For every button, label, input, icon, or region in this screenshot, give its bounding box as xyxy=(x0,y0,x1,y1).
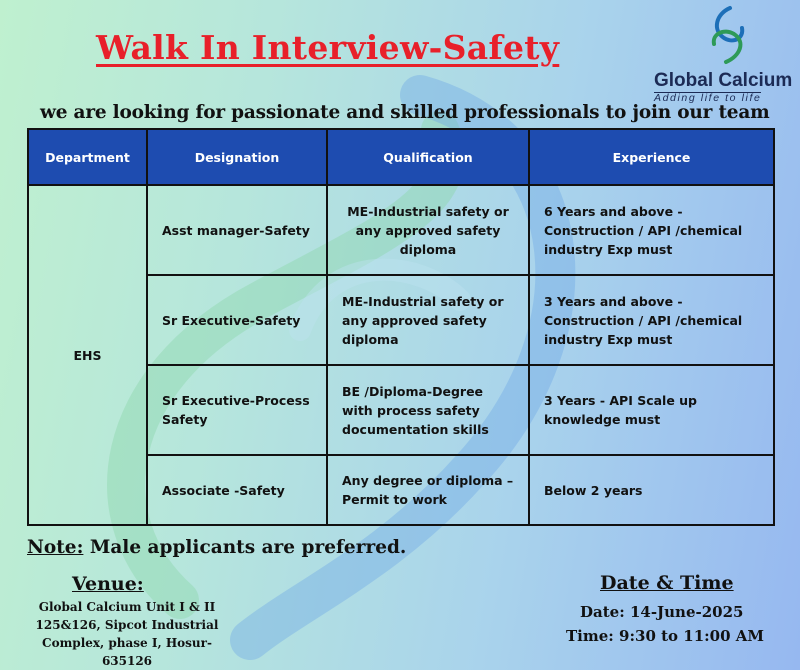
note-line xyxy=(27,537,406,558)
interview-time: Time: 9:30 to 11:00 AM xyxy=(566,627,765,645)
header-experience: Experience xyxy=(529,129,774,185)
global-calcium-logo-icon xyxy=(700,4,756,66)
note-text: Male applicants are preferred. xyxy=(83,537,407,558)
venue-title: Venue: xyxy=(72,573,144,595)
page-title: Walk In Interview-Safety xyxy=(96,28,560,67)
table-header-row xyxy=(28,129,774,185)
experience-cell: 3 Years - API Scale up knowledge must xyxy=(529,365,774,455)
designation-cell: Sr Executive-Safety xyxy=(147,275,327,365)
qualification-cell: BE /Diploma-Degree with process safety documentation skills xyxy=(327,365,529,455)
note-label: Note: xyxy=(27,537,84,558)
logo-name: Global Calcium xyxy=(654,70,793,91)
header-department: Department xyxy=(28,129,147,185)
date-time-title: Date & Time xyxy=(600,572,734,594)
designation-cell: Sr Executive-Process Safety xyxy=(147,365,327,455)
designation-cell: Asst manager-Safety xyxy=(147,185,327,275)
table-row xyxy=(28,185,774,275)
logo-tagline: Adding life to life xyxy=(654,92,762,104)
jobs-table xyxy=(27,128,775,526)
department-cell: EHS xyxy=(28,185,147,525)
qualification-cell: Any degree or diploma – Permit to work xyxy=(327,455,529,525)
header-qualification: Qualification xyxy=(327,129,529,185)
experience-cell: Below 2 years xyxy=(529,455,774,525)
venue-address: Global Calcium Unit I & II 125&126, Sipcot Industrial Complex, phase I, Hosur-635126 xyxy=(35,600,219,668)
qualification-cell: ME-Industrial safety or any approved safety diploma xyxy=(327,185,529,275)
designation-cell: Associate -Safety xyxy=(147,455,327,525)
experience-cell: 6 Years and above - Construction / API /chemical industry Exp must xyxy=(529,185,774,275)
company-logo xyxy=(652,4,800,104)
experience-cell: 3 Years and above - Construction / API /chemical industry Exp must xyxy=(529,275,774,365)
page-subtitle: we are looking for passionate and skilled professionals to join our team xyxy=(40,102,770,123)
header-designation: Designation xyxy=(147,129,327,185)
interview-date: Date: 14-June-2025 xyxy=(580,603,744,621)
qualification-cell: ME-Industrial safety or any approved safety diploma xyxy=(327,275,529,365)
